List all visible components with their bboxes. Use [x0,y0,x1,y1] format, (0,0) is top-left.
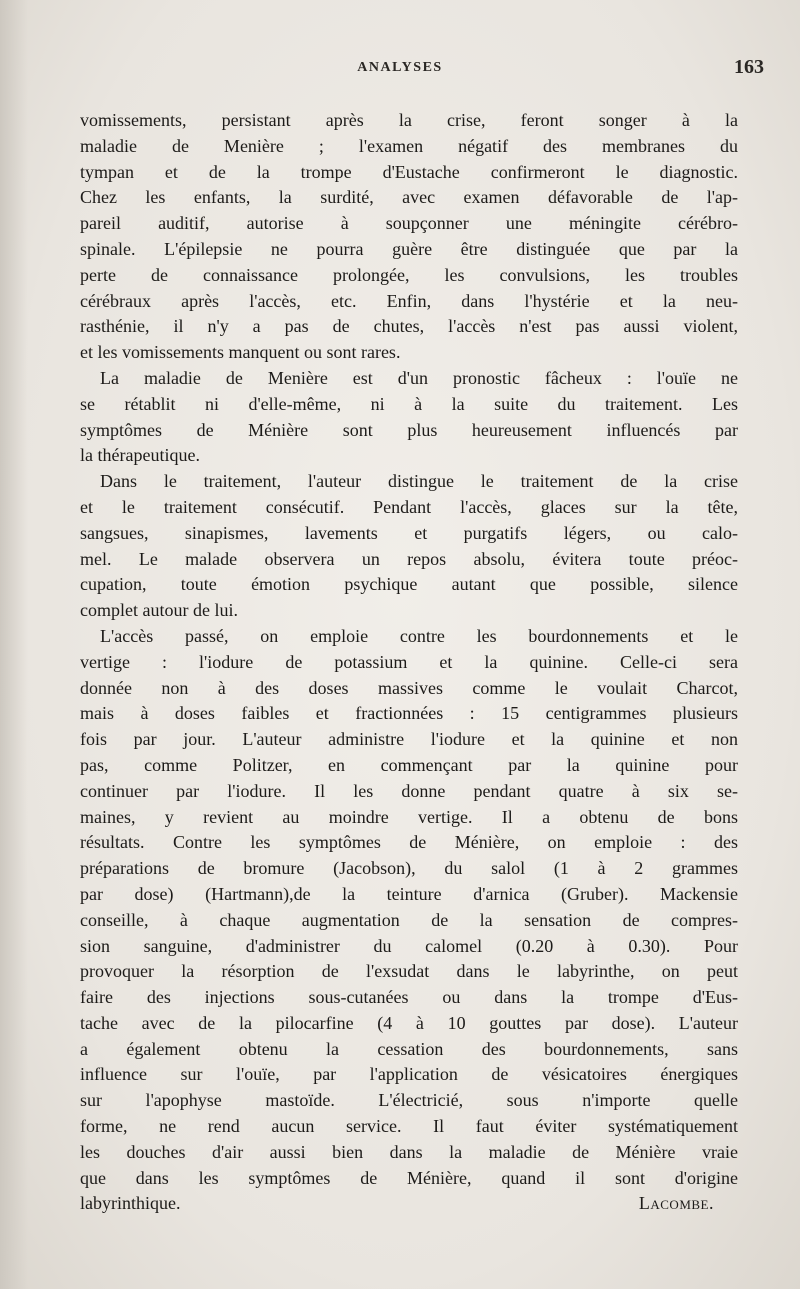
text-line: forme, ne rend aucun service. Il faut éviter systématiquement [80,1116,738,1137]
text-line: maines, y revient au moindre vertige. Il a obtenu de bons [80,806,738,827]
text-line: spinale. L'épilepsie ne pourra guère être distinguée que par la [80,238,738,259]
text-line: préparations de bromure (Jacobson), du salol (1 à 2 grammes [80,858,738,879]
text-line: les douches d'air aussi bien dans la maladie de Ménière vraie [80,1141,738,1162]
text-line: faire des injections sous-cutanées ou dans la trompe d'Eus- [80,987,738,1008]
final-text-line: labyrinthique. [80,1193,181,1214]
text-line: mais à doses faibles et fractionnées : 15 centigrammes plusieurs [80,703,738,724]
text-line: et le traitement consécutif. Pendant l'accès, glaces sur la tête, [80,496,738,517]
page-number: 163 [734,56,764,78]
text-line: résultats. Contre les symptômes de Ménière, on emploie : des [80,832,738,853]
text-line: tympan et de la trompe d'Eustache confirmeront le diagnostic. [80,161,738,182]
text-line: vertige : l'iodure de potassium et la quinine. Celle-ci sera [80,651,738,672]
closing-line [80,1191,738,1217]
text-line: tache avec de la pilocarfine (4 à 10 gouttes par dose). L'auteur [80,1012,738,1033]
text-line: complet autour de lui. [80,600,238,621]
text-line: La maladie de Menière est d'un pronostic fâcheux : l'ouïe ne [100,367,738,388]
text-line: fois par jour. L'auteur administre l'iodure et la quinine et non [80,729,738,750]
page-body-text [80,108,738,1217]
text-line: sion sanguine, d'administrer du calomel (0.20 à 0.30). Pour [80,935,738,956]
author-signature: Lacombe. [638,1193,714,1214]
text-line: par dose) (Hartmann),de la teinture d'arnica (Gruber). Mackensie [80,883,738,904]
text-line: influence sur l'ouïe, par l'application de vésicatoires énergiques [80,1064,738,1085]
text-line: rasthénie, il n'y a pas de chutes, l'accès n'est pas aussi violent, [80,316,738,337]
page-gutter-shadow [0,0,28,1289]
text-line: perte de connaissance prolongée, les convulsions, les troubles [80,264,738,285]
text-line: continuer par l'iodure. Il les donne pendant quatre à six se- [80,780,738,801]
text-line: la thérapeutique. [80,445,200,466]
text-line: que dans les symptômes de Ménière, quand il sont d'origine [80,1167,738,1188]
text-line: provoquer la résorption de l'exsudat dans le labyrinthe, on peut [80,961,738,982]
text-line: Chez les enfants, la surdité, avec examen défavorable de l'ap- [80,187,738,208]
text-line: et les vomissements manquent ou sont rares. [80,342,401,363]
text-line: vomissements, persistant après la crise, feront songer à la [80,110,738,130]
text-line: se rétablit ni d'elle-même, ni à la suite du traitement. Les [80,393,738,414]
text-line: donnée non à des doses massives comme le voulait Charcot, [80,677,738,698]
text-line: L'accès passé, on emploie contre les bourdonnements et le [100,625,738,646]
text-line: maladie de Menière ; l'examen négatif des membranes du [80,135,738,156]
text-line: cérébraux après l'accès, etc. Enfin, dans l'hystérie et la neu- [80,290,738,311]
text-line: cupation, toute émotion psychique autant que possible, silence [80,574,738,595]
text-line: symptômes de Ménière sont plus heureusement influencés par [80,419,738,440]
running-header-title: ANALYSES [357,60,443,75]
text-line: pareil auditif, autorise à soupçonner une méningite cérébro- [80,213,738,234]
text-line: Dans le traitement, l'auteur distingue le traitement de la crise [100,471,738,492]
text-line: a également obtenu la cessation des bourdonnements, sans [80,1038,738,1059]
text-line: conseille, à chaque augmentation de la sensation de compres- [80,909,738,930]
text-line: sur l'apophyse mastoïde. L'électricié, sous n'importe quelle [80,1090,738,1111]
text-line: sangsues, sinapismes, lavements et purgatifs légers, ou calo- [80,522,738,543]
text-line: pas, comme Politzer, en commençant par la quinine pour [80,754,738,775]
text-line: mel. Le malade observera un repos absolu, évitera toute préoc- [80,548,738,569]
